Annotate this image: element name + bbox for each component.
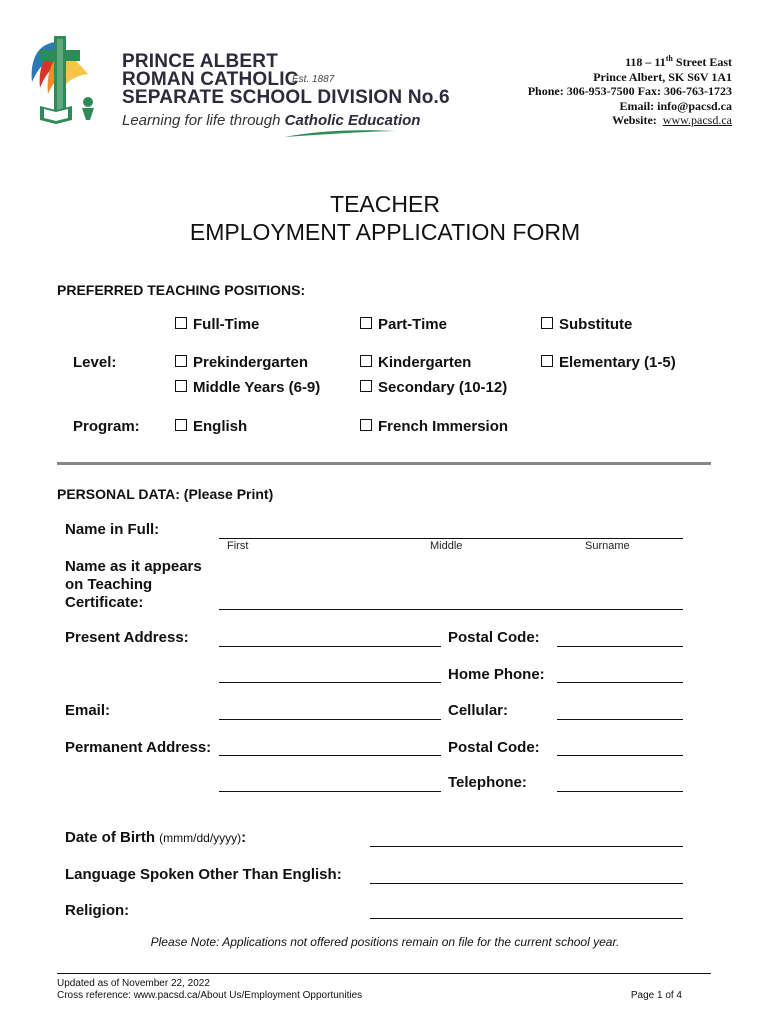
certificate-name-label [65, 558, 202, 612]
postal-code-field[interactable] [557, 646, 683, 647]
tagline [122, 112, 420, 129]
language-field[interactable] [370, 883, 683, 884]
permanent-address-label: Permanent Address: [65, 739, 212, 756]
option-label: French Immersion [378, 418, 509, 435]
certificate-name-field[interactable] [219, 609, 683, 610]
section-divider [57, 462, 711, 465]
checkbox[interactable] [360, 317, 372, 329]
checkbox[interactable] [360, 355, 372, 367]
permanent-address-field[interactable] [219, 755, 441, 756]
name-in-full-label: Name in Full: [65, 521, 160, 538]
tagline-plain: Learning for life through [122, 112, 285, 129]
telephone-label: Telephone: [448, 774, 527, 791]
checkbox[interactable] [175, 419, 187, 431]
option-label: Part-Time [378, 316, 447, 333]
date-of-birth-field[interactable] [370, 846, 683, 847]
religion-field[interactable] [370, 918, 683, 919]
option-label: Kindergarten [378, 354, 472, 371]
city-line: Prince Albert, SK S6V 1A1 [593, 69, 732, 84]
option-part-time[interactable] [360, 316, 447, 333]
home-phone-field[interactable] [557, 682, 683, 683]
form-title-line1: TEACHER [330, 191, 440, 217]
address-prefix: 118 – 11 [625, 55, 666, 69]
present-address-label: Present Address: [65, 629, 189, 646]
option-label: Full-Time [193, 316, 260, 333]
permanent-address-field-2[interactable] [219, 791, 441, 792]
email-field[interactable] [219, 719, 441, 720]
telephone-field[interactable] [557, 791, 683, 792]
option-kindergarten[interactable] [360, 354, 471, 371]
tagline-bold: Catholic Education [284, 112, 421, 129]
postal-code-label: Postal Code: [448, 629, 540, 646]
home-phone-label: Home Phone: [448, 666, 545, 683]
program-label: Program: [73, 418, 140, 435]
option-label: Prekindergarten [193, 354, 309, 371]
checkbox[interactable] [360, 380, 372, 392]
cert-label-line1: Name as it appears [65, 558, 202, 575]
established-year: Est. 1887 [292, 74, 335, 85]
date-of-birth-label [65, 829, 246, 846]
dob-colon: : [241, 829, 247, 846]
tagline-swoosh [285, 129, 395, 139]
contact-block [528, 52, 732, 128]
page-number: Page 1 of 4 [630, 990, 682, 1001]
option-middle-years[interactable] [175, 379, 320, 396]
language-label: Language Spoken Other Than English: [65, 866, 342, 883]
option-label: English [193, 418, 248, 435]
option-prekindergarten[interactable] [175, 354, 308, 371]
present-address-field[interactable] [219, 646, 441, 647]
postal-code-2-label: Postal Code: [448, 739, 540, 756]
footer-rule [57, 973, 711, 974]
checkbox[interactable] [360, 419, 372, 431]
cellular-label: Cellular: [448, 702, 509, 719]
cert-label-line2: on Teaching [65, 576, 153, 593]
website-line [528, 113, 732, 128]
cellular-field[interactable] [557, 719, 683, 720]
dob-text: Date of Birth [65, 829, 160, 846]
school-division-logo [26, 34, 100, 124]
option-french-immersion[interactable] [360, 418, 508, 435]
name-in-full-field[interactable] [219, 538, 683, 539]
applications-note: Please Note: Applications not offered positions remain on file for the current school year. [150, 935, 620, 949]
footer-left [57, 978, 362, 1002]
updated-date: Updated as of November 22, 2022 [57, 978, 210, 989]
email-line: Email: info@pacsd.ca [619, 98, 732, 113]
address-sup: th [665, 54, 673, 63]
option-full-time[interactable] [175, 316, 259, 333]
option-secondary[interactable] [360, 379, 507, 396]
website-label: Website: [612, 113, 657, 127]
org-name-line3: SEPARATE SCHOOL DIVISION No.6 [122, 87, 450, 108]
checkbox[interactable] [175, 317, 187, 329]
option-label: Substitute [559, 316, 633, 333]
level-label: Level: [73, 354, 117, 371]
religion-label: Religion: [65, 902, 130, 919]
cert-label-line3: Certificate: [65, 594, 144, 611]
present-address-field-2[interactable] [219, 682, 441, 683]
postal-code-2-field[interactable] [557, 755, 683, 756]
phone-fax-line: Phone: 306-953-7500 Fax: 306-763-1723 [527, 84, 732, 98]
street-address [528, 52, 732, 70]
checkbox[interactable] [541, 317, 553, 329]
checkbox[interactable] [541, 355, 553, 367]
option-label: Elementary (1-5) [559, 354, 676, 371]
address-suffix: Street East [672, 55, 732, 69]
option-label: Secondary (10-12) [378, 379, 508, 396]
form-title-line2: EMPLOYMENT APPLICATION FORM [189, 219, 581, 245]
first-sublabel: First [227, 540, 249, 552]
option-elementary[interactable] [541, 354, 676, 371]
positions-heading: PREFERRED TEACHING POSITIONS: [57, 282, 306, 298]
org-name-line2: ROMAN CATHOLIC [122, 69, 299, 90]
checkbox[interactable] [175, 355, 187, 367]
personal-data-heading: PERSONAL DATA: (Please Print) [57, 486, 274, 502]
middle-sublabel: Middle [430, 540, 463, 552]
cross-reference: Cross reference: www.pacsd.ca/About Us/Employment Opportunities [57, 990, 363, 1001]
dob-format: (mmm/dd/yyyy) [159, 831, 242, 845]
website-link[interactable]: www.pacsd.ca [662, 113, 732, 127]
option-substitute[interactable] [541, 316, 632, 333]
org-name-line1: PRINCE ALBERT [122, 51, 279, 72]
checkbox[interactable] [175, 380, 187, 392]
option-english[interactable] [175, 418, 247, 435]
email-label: Email: [65, 702, 111, 719]
surname-sublabel: Surname [585, 540, 630, 552]
option-label: Middle Years (6-9) [193, 379, 321, 396]
